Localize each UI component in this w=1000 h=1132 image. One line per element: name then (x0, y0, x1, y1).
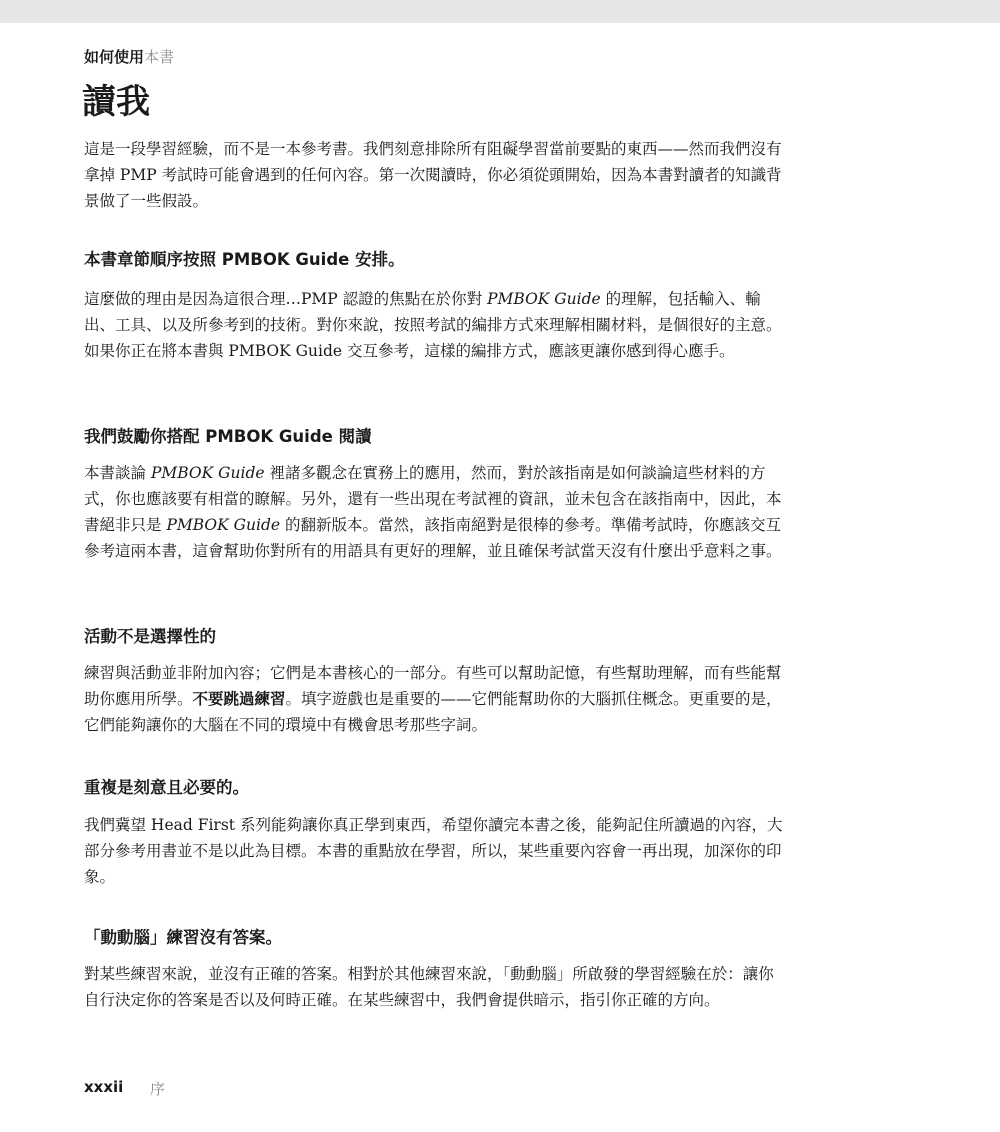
section-heading-4: 重複是刻意且必要的。 (84, 778, 249, 797)
section-heading-5: 「動動腦」練習沒有答案。 (84, 928, 282, 947)
running-header (84, 46, 174, 67)
section-body-2: 本書談論 PMBOK Guide 裡諸多觀念在實務上的應用，然而，對於該指南是如何談論這些材料的方式，你也應該要有相當的瞭解。另外，還有一些出現在考試裡的資訊，並未包含在該指南中，因此，本書絕非只是 PMBOK Guide 的翻新版本。當然，該指南絕對是很棒的參考。準備考試時，你應該交互參考這兩本書，這會幫助你對所有的用語具有更好的理解，並且確保考試當天沒有什麼出乎意料之事。 (84, 464, 782, 560)
section-heading-2: 我們鼓勵你搭配 PMBOK Guide 閱讀 (84, 427, 372, 446)
section-heading-3: 活動不是選擇性的 (84, 627, 216, 646)
running-header-main: 如何使用 (84, 48, 145, 66)
section-body-5: 對某些練習來說，並沒有正確的答案。相對於其他練習來說，「動動腦」所啟發的學習經驗在於：讓你自行決定你的答案是否以及何時正確。在某些練習中，我們會提供暗示，指引你正確的方向。 (84, 965, 774, 1009)
section-body-3: 練習與活動並非附加內容；它們是本書核心的一部分。有些可以幫助記憶，有些幫助理解，而有些能幫助你應用所學。不要跳過練習。填字遊戲也是重要的——它們能幫助你的大腦抓住概念。更重要的是，它們能夠讓你的大腦在不同的環境中有機會思考那些字詞。 (84, 664, 782, 734)
running-header-sub: 本書 (144, 48, 175, 66)
intro-paragraph: 這是一段學習經驗，而不是一本參考書。我們刻意排除所有阻礙學習當前要點的東西——然而我們沒有拿掉 PMP 考試時可能會遇到的任何內容。第一次閱讀時，你必須從頭開始，因為本書對讀者的知識背景做了一些假設。 (84, 140, 782, 210)
page-footer (84, 1078, 166, 1098)
page-title: 讀我 (82, 82, 150, 122)
section-body-1: 這麼做的理由是因為這很合理…PMP 認證的焦點在於你對 PMBOK Guide 的理解，包括輸入、輸出、工具、以及所參考到的技術。對你來說，按照考試的編排方式來理解相關材料，是個很好的主意。如果你正在將本書與 PMBOK Guide 交互參考，這樣的編排方式，應該更讓你感到得心應手。 (84, 290, 782, 360)
top-band (0, 0, 1000, 23)
section-body-4: 我們冀望 Head First 系列能夠讓你真正學到東西，希望你讀完本書之後，能夠記住所讀過的內容，大部分參考用書並不是以此為目標。本書的重點放在學習，所以，某些重要內容會一再出現，加深你的印象。 (84, 816, 783, 886)
footer-section: 序 (150, 1080, 166, 1098)
section-heading-1: 本書章節順序按照 PMBOK Guide 安排。 (84, 250, 405, 269)
page-number: xxxii (84, 1078, 124, 1096)
